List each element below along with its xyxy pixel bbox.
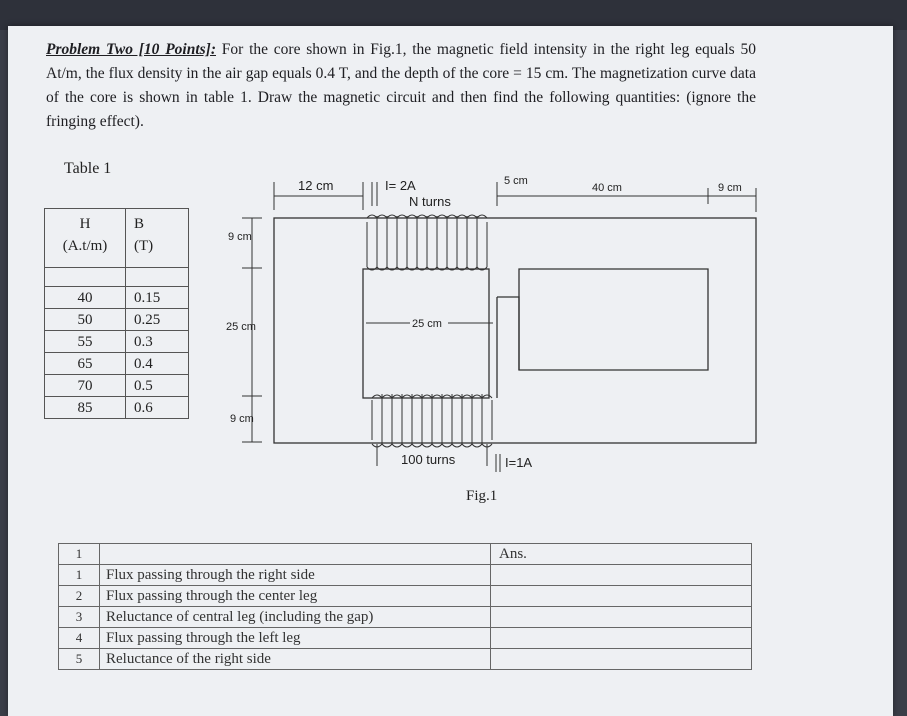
dim-25cm-left-label: 25 cm [226, 321, 256, 333]
turns-top-label: N turns [409, 194, 451, 209]
top-coil [367, 215, 487, 270]
table-row: 85 0.6 [45, 397, 189, 419]
table-row: 40 0.15 [45, 287, 189, 309]
core-left-window [363, 269, 489, 398]
dim-9cm-top-label: 9 cm [228, 231, 252, 243]
answers-header-num: 1 [59, 544, 100, 565]
dim-12cm-label: 12 cm [298, 178, 334, 193]
table1-title: Table 1 [64, 160, 112, 177]
current-bottom-label: I=1A [505, 455, 533, 470]
table-row: 55 0.3 [45, 331, 189, 353]
table-row: 65 0.4 [45, 353, 189, 375]
dim-40cm-label: 40 cm [592, 182, 622, 194]
table-row: 2 Flux passing through the center leg [59, 586, 752, 607]
table-row: 4 Flux passing through the left leg [59, 628, 752, 649]
current-arrow-bottom [496, 454, 500, 472]
core-right-window [519, 269, 708, 370]
dim-9cm-top-line [242, 218, 262, 268]
figure-caption: Fig.1 [466, 488, 498, 504]
core-outer-outline [274, 218, 756, 443]
answers-table [58, 543, 752, 670]
current-top-label: I= 2A [385, 178, 416, 193]
answer-cell[interactable] [491, 628, 752, 649]
table-row: 5 Reluctance of the right side [59, 649, 752, 670]
dim-5cm-label: 5 cm [504, 175, 528, 187]
answer-cell[interactable] [491, 649, 752, 670]
air-gap-notch [497, 297, 519, 370]
answers-header-row [59, 544, 752, 565]
table-row: 70 0.5 [45, 375, 189, 397]
answers-header-desc [100, 544, 491, 565]
magnetic-core [274, 218, 756, 443]
answer-cell[interactable] [491, 565, 752, 586]
problem-title: Problem Two [10 Points]: [46, 41, 216, 58]
table-row: 50 0.25 [45, 309, 189, 331]
table-row: 1 Flux passing through the right side [59, 565, 752, 586]
dim-9cm-right-label: 9 cm [718, 182, 742, 194]
dim-25cm-center-label: 25 cm [412, 318, 442, 330]
dimension-lines [242, 182, 756, 472]
h-header: H (A.t/m) [45, 209, 126, 268]
answer-cell[interactable] [491, 586, 752, 607]
problem-text: For the core shown in Fig.1, the magnetic field intensity in the right leg equals 50 At/m, the flux density in the air gap equals 0.4 T, and the depth of the core = 15 cm. The magnetization curve data of the core is shown in table 1. Draw the magnetic circuit and then find the following quantities: (ignore the fringing effect). [46, 41, 756, 130]
dim-9cm-bottom-label: 9 cm [230, 413, 254, 425]
table-row: 3 Reluctance of central leg (including the gap) [59, 607, 752, 628]
b-header: B (T) [126, 209, 189, 268]
dim-40cm-line [540, 188, 708, 204]
turns-bottom-label: 100 turns [401, 452, 456, 467]
answer-cell[interactable] [491, 607, 752, 628]
current-arrow-top [372, 182, 377, 206]
answers-header-ans: Ans. [491, 544, 752, 565]
